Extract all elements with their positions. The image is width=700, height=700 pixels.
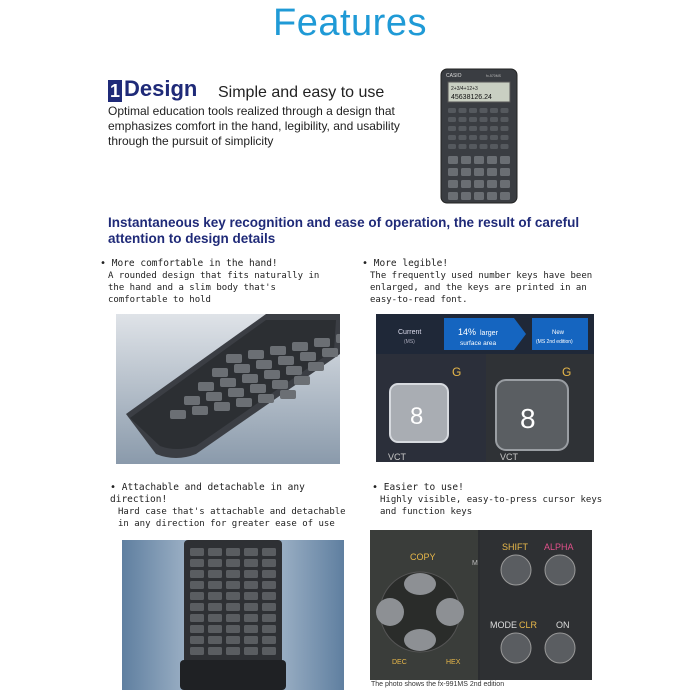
calc-function-key (459, 126, 467, 131)
case-calc-key (190, 592, 204, 600)
feature-1-bullet: • (100, 258, 107, 269)
hand-calc-key (286, 366, 302, 375)
hand-calc-key (192, 406, 208, 415)
case-calc-key (226, 548, 240, 556)
cursor-right-key (436, 598, 464, 626)
case-calc-key (244, 647, 258, 655)
calc-display-value: 45638126.24 (451, 94, 492, 101)
key-label-mode: MODE (490, 620, 517, 630)
case-calc-key (226, 559, 240, 567)
case-calc-key (244, 570, 258, 578)
key-label-m: M (472, 560, 478, 567)
case-calc-key (190, 636, 204, 644)
hand-calc-key (234, 364, 250, 373)
hand-calc-key (220, 378, 236, 387)
case-calc-key (190, 570, 204, 578)
calc-function-key (448, 108, 456, 113)
case-calc-key (244, 603, 258, 611)
calc-number-key (500, 156, 510, 164)
calc-function-key (501, 135, 509, 140)
calc-function-key (448, 135, 456, 140)
calc-function-key (459, 135, 467, 140)
key-label-on: ON (556, 620, 570, 630)
legibility-key-digit-old: 8 (410, 403, 424, 430)
calc-number-key (500, 180, 510, 188)
photo-legibility-comparison (376, 314, 594, 462)
photo-hard-case (122, 540, 344, 690)
hand-calc-key (198, 382, 214, 391)
hand-calc-key (236, 398, 252, 407)
section-heading: Instantaneous key recognition and ease of operation, the result of careful attention to design details (108, 215, 580, 246)
calc-function-key (448, 117, 456, 122)
case-calc-key (208, 647, 222, 655)
feature-2-bullet: • (362, 258, 369, 269)
calculator-product-image (440, 68, 518, 204)
photo-cursor-keys (370, 530, 592, 680)
calc-function-key (469, 144, 477, 149)
calc-function-key (490, 126, 498, 131)
feature-2-heading: More legible! (373, 258, 449, 269)
calc-function-key (469, 108, 477, 113)
cursor-up-key (404, 573, 436, 595)
calc-number-key (487, 156, 497, 164)
on-key (545, 633, 575, 663)
calc-function-key (459, 117, 467, 122)
legibility-vct-new: VCT (500, 452, 518, 462)
feature-3-bullet: • (110, 482, 117, 493)
case-calc-key (208, 570, 222, 578)
photo-caption: The photo shows the fx-991MS 2nd edition (371, 681, 505, 688)
case-calc-key (244, 625, 258, 633)
calc-number-key (461, 156, 471, 164)
case-calc-key (226, 636, 240, 644)
hand-calc-key (322, 348, 338, 357)
design-heading: Design (124, 76, 198, 101)
case-calc-key (244, 581, 258, 589)
hand-calc-key (292, 342, 308, 351)
calc-number-key (448, 180, 458, 188)
hand-calc-key (184, 396, 200, 405)
calc-number-key (461, 168, 471, 176)
calc-function-key (480, 117, 488, 122)
case-calc-key (262, 636, 276, 644)
feature-4-heading: Easier to use! (383, 482, 464, 493)
case-calc-key (190, 614, 204, 622)
hand-calc-key (242, 374, 258, 383)
case-calc-key (190, 603, 204, 611)
hand-calc-key (300, 352, 316, 361)
calc-number-key (448, 156, 458, 164)
case-calc-key (208, 559, 222, 567)
calc-function-key (480, 126, 488, 131)
feature-4-bullet: • (372, 482, 379, 493)
calc-function-key (501, 126, 509, 131)
case-calc-key (226, 570, 240, 578)
hand-calc-key (228, 388, 244, 397)
calc-number-key (487, 192, 497, 200)
case-calc-key (190, 647, 204, 655)
case-calc-key (190, 581, 204, 589)
hand-calc-key (336, 334, 340, 343)
calc-function-key (469, 126, 477, 131)
legibility-new-sub: (MS 2nd edition) (536, 339, 573, 345)
case-calc-key (226, 603, 240, 611)
case-calc-key (262, 548, 276, 556)
calc-function-key (490, 108, 498, 113)
hand-calc-key (212, 368, 228, 377)
legibility-key-letter-new: G (562, 365, 572, 379)
design-description: Optimal education tools realized through a design that emphasizes comfort in the hand, legibility, and usability through the pursuit of simplicity (108, 104, 400, 148)
calc-brand: CASIO (446, 73, 462, 79)
photo-comfortable-calculator (116, 314, 340, 464)
calc-number-key (474, 168, 484, 176)
key-label-copy: COPY (410, 552, 436, 562)
calc-number-key (461, 180, 471, 188)
calc-number-key (474, 192, 484, 200)
feature-1-heading: More comfortable in the hand! (111, 258, 278, 269)
legibility-key-letter-old: G (452, 365, 462, 379)
case-calc-key (226, 625, 240, 633)
hand-calc-key (226, 354, 242, 363)
mode-key (501, 633, 531, 663)
key-label-alpha: ALPHA (544, 542, 574, 552)
cursor-down-key (404, 629, 436, 651)
calc-function-key (501, 108, 509, 113)
hand-calc-key (264, 370, 280, 379)
hand-calc-key (248, 350, 264, 359)
hand-calc-key (314, 338, 330, 347)
case-calc-key (244, 592, 258, 600)
calc-function-key (448, 144, 456, 149)
calc-function-key (501, 144, 509, 149)
feature-1-title (100, 258, 278, 270)
calc-function-key (480, 135, 488, 140)
calc-function-key (469, 135, 477, 140)
calc-function-key (459, 144, 467, 149)
case-calc-key (262, 570, 276, 578)
case-calc-key (190, 559, 204, 567)
case-calc-key (226, 592, 240, 600)
calc-number-key (500, 168, 510, 176)
alpha-key (545, 555, 575, 585)
calc-number-key (487, 180, 497, 188)
case-calc-key (262, 581, 276, 589)
calc-function-key (448, 126, 456, 131)
page-title: Features (273, 2, 427, 44)
calc-number-key (487, 168, 497, 176)
calc-number-key (448, 168, 458, 176)
feature-3-description: Hard case that's attachable and detachable in any direction for greater ease of use (118, 507, 346, 529)
case-calc-key (244, 636, 258, 644)
case-calc-key (244, 559, 258, 567)
case-calc-key (262, 625, 276, 633)
key-label-hex: HEX (446, 659, 461, 666)
calc-number-key (474, 156, 484, 164)
hand-calc-key (278, 356, 294, 365)
hand-calc-key (250, 384, 266, 393)
case-calc-key (262, 647, 276, 655)
case-calc-key (262, 614, 276, 622)
legibility-increase-text: larger (480, 330, 498, 337)
hand-calc-key (308, 362, 324, 371)
feature-4-title (372, 482, 464, 494)
legibility-increase: 14% (458, 327, 477, 337)
hand-calc-key (294, 376, 310, 385)
hand-calc-key (256, 360, 272, 369)
calc-number-key (461, 192, 471, 200)
legibility-key-digit-new: 8 (520, 403, 536, 434)
case-calc-key (244, 548, 258, 556)
case-calc-key (262, 592, 276, 600)
feature-3-title (110, 482, 330, 506)
calc-function-key (490, 135, 498, 140)
calc-display-top: 2+3/4+12+3 (451, 86, 478, 92)
case-calc-key (262, 603, 276, 611)
case-calc-key (226, 581, 240, 589)
case-calc-key (190, 548, 204, 556)
legibility-vct-old: VCT (388, 452, 406, 462)
case-calc-key (190, 625, 204, 633)
case-calc-key (226, 647, 240, 655)
legibility-new-label: New (552, 330, 565, 336)
hand-calc-key (214, 402, 230, 411)
calc-function-key (490, 117, 498, 122)
case-calc-key (208, 592, 222, 600)
hand-calc-key (258, 394, 274, 403)
case-calc-key (262, 559, 276, 567)
key-label-dec: DEC (392, 659, 407, 666)
hand-calc-key (272, 380, 288, 389)
calc-number-key (500, 192, 510, 200)
case-calc-key (208, 603, 222, 611)
case-calc-key (208, 614, 222, 622)
calc-model: fx-570MS (486, 74, 501, 78)
case-calc-key (208, 625, 222, 633)
shift-key (501, 555, 531, 585)
key-label-shift: SHIFT (502, 542, 528, 552)
calc-function-key (469, 117, 477, 122)
case-calc-key (208, 636, 222, 644)
calc-function-key (501, 117, 509, 122)
calc-function-key (459, 108, 467, 113)
legibility-current-sub: (MS) (404, 339, 415, 345)
hand-calc-key (170, 410, 186, 419)
feature-1-description: A rounded design that fits naturally in the hand and a slim body that's comfortable to hold (108, 271, 320, 305)
calc-function-key (490, 144, 498, 149)
key-label-clr: CLR (519, 620, 538, 630)
hand-calc-key (206, 392, 222, 401)
calc-number-key (448, 192, 458, 200)
feature-2-description: The frequently used number keys have been enlarged, and the keys are printed in an easy-to-read font. (370, 271, 593, 305)
design-subheading: Simple and easy to use (218, 84, 385, 101)
case-calc-key (244, 614, 258, 622)
feature-2-title (362, 258, 448, 270)
hand-calc-key (280, 390, 296, 399)
design-number-badge: 1 (109, 81, 120, 101)
case-calc-key (208, 581, 222, 589)
feature-4-description: Highly visible, easy-to-press cursor keys and function keys (380, 495, 603, 517)
calc-function-key (480, 108, 488, 113)
case-calc-key (208, 548, 222, 556)
legibility-increase-sub: surface area (460, 340, 497, 347)
feature-3-heading: Attachable and detachable in any direction! (110, 482, 305, 505)
calc-number-key (474, 180, 484, 188)
cursor-left-key (376, 598, 404, 626)
hand-calc-key (270, 346, 286, 355)
calc-function-key (480, 144, 488, 149)
legibility-current-label: Current (398, 329, 422, 336)
case-calc-key (226, 614, 240, 622)
